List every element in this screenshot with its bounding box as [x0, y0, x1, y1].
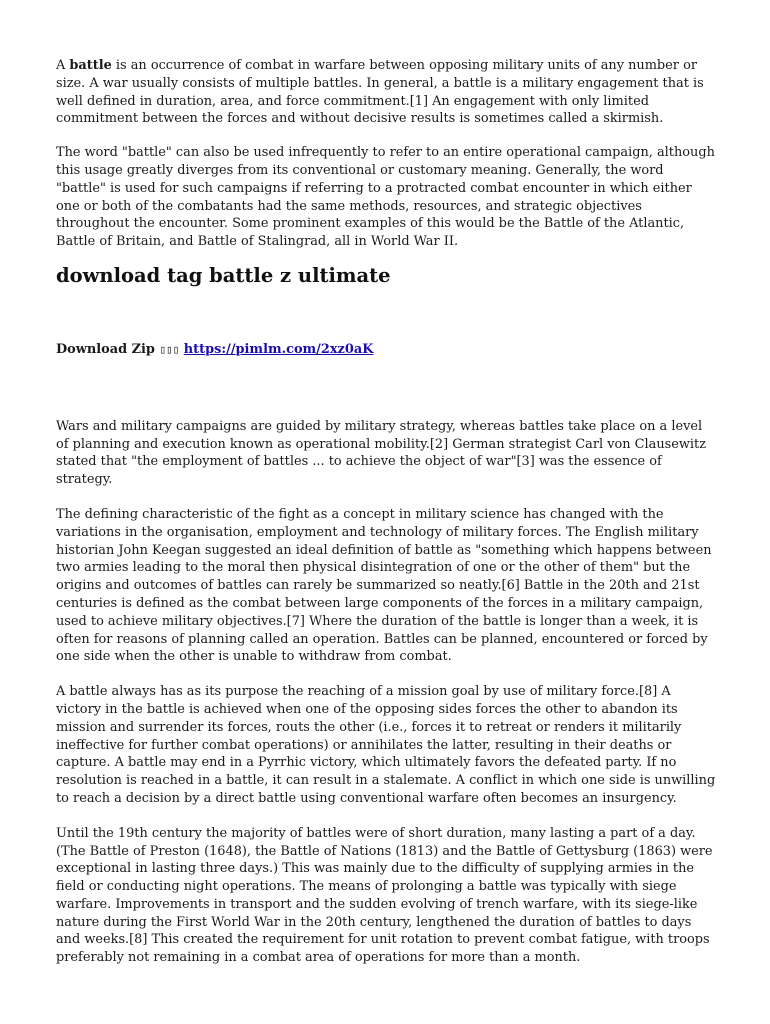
arrow-glyphs-icon: ▯▯▯ [159, 342, 180, 356]
download-label: Download Zip [56, 341, 155, 357]
body-paragraph-3: A battle always has as its purpose the reaching of a mission goal by use of military force.[8] A victory in the battle is achieved when one of the opposing sides forces the other to abandon its mission and surrender its forces, routs the other (i.e., forces it to retreat or renders it militarily ineffective for further combat operations) or annihilates the latter, resulting in their deaths or capture. A battle may end in a Pyrrhic victory, which ultimately favors the defeated party. If no resolution is reached in a battle, it can result in a stalemate. A conflict in which one side is unwilling to reach a decision by a direct battle using conventional warfare often becomes an insurgency. [56, 684, 716, 806]
body-paragraph-4: Until the 19th century the majority of battles were of short duration, many lasting a part of a day. (The Battle of Preston (1648), the Battle of Nations (1813) and the Battle of Gettysburg (1863) were exceptional in lasting three days.) This was mainly due to the difficulty of supplying armies in the field or conducting night operations. The means of prolonging a battle was typically with siege warfare. Improvements in transport and the sudden evolving of trench warfare, with its siege-like nature during the First World War in the 20th century, lengthened the duration of battles to days and weeks.[8] This created the requirement for unit rotation to prevent combat fatigue, with troops preferably not remaining in a combat area of operations for more than a month. [56, 825, 713, 966]
body-paragraph-1: Wars and military campaigns are guided by military strategy, whereas battles take place on a level of planning and execution known as operational mobility.[2] German strategist Carl von Clausewitz stated that "the employment of battles ... to achieve the object of war"[3] was the essence of strategy. [56, 418, 707, 488]
intro-rest: is an occurrence of combat in warfare between opposing military units of any number or size. A war usually consists of multiple battles. In general, a battle is a military engagement that is well defined in duration, area, and force commitment.[1] An engagement with only limited commitment between the forces and without decisive results is sometimes called a skirmish. [56, 58, 704, 127]
intro-bold-term: battle [69, 58, 112, 73]
intro-paragraph-2: The word "battle" can also be used infrequently to refer to an entire operational campaign, although this usage greatly diverges from its conventional or customary meaning. Generally, the word "battle" is used for such campaigns if referring to a protracted combat encounter in which either one or both of the combatants had the same methods, resources, and strategic objectives throughout the encounter. Some prominent examples of this would be the Battle of the Atlantic, Battle of Britain, and Battle of Stalingrad, all in World War II. [56, 145, 715, 250]
intro-prefix: A [56, 58, 70, 73]
body-paragraph-2: The defining characteristic of the fight as a concept in military science has changed with the variations in the organisation, employment and technology of military forces. The English military historian John Keegan suggested an ideal definition of battle as "something which happens between two armies leading to the moral then physical disintegration of one or the other of them" but the origins and outcomes of battles can rarely be summarized so neatly.[6] Battle in the 20th and 21st centuries is defined as the combat between large components of the forces in a military campaign, used to achieve military objectives.[7] Where the duration of the battle is longer than a week, it is often for reasons of planning called an operation. Battles can be planned, encountered or forced by one side when the other is unable to withdraw from combat. [56, 506, 712, 665]
download-link[interactable]: https://pimlm.com/2xz0aK [183, 341, 374, 357]
intro-paragraph-1 [56, 57, 716, 128]
download-line [56, 341, 716, 359]
document-content [56, 57, 716, 984]
page-title: download tag battle z ultimate [56, 263, 391, 287]
